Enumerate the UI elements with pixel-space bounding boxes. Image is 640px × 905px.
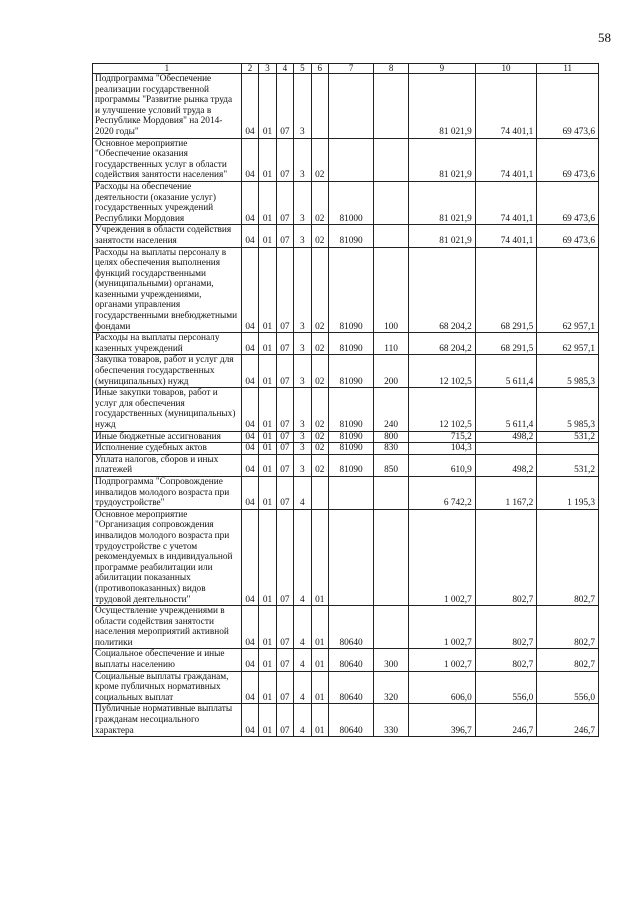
code-cell: 04 <box>241 431 258 443</box>
table-row <box>93 181 599 224</box>
code-cell: 01 <box>259 355 276 388</box>
code-cell: 3 <box>294 247 311 333</box>
code-cell: 04 <box>241 606 258 649</box>
code-cell: 04 <box>241 454 258 476</box>
code-cell: 02 <box>311 355 328 388</box>
code-cell: 110 <box>374 333 409 355</box>
amount-cell: 81 021,9 <box>409 225 476 247</box>
code-cell: 320 <box>374 671 409 704</box>
code-cell: 04 <box>241 333 258 355</box>
code-cell: 80640 <box>329 671 374 704</box>
code-cell: 02 <box>311 388 328 431</box>
code-cell: 04 <box>241 388 258 431</box>
amount-cell: 396,7 <box>409 704 476 737</box>
amount-cell: 68 291,5 <box>475 333 537 355</box>
code-cell: 07 <box>276 247 293 333</box>
code-cell: 3 <box>294 138 311 181</box>
code-cell: 200 <box>374 355 409 388</box>
amount-cell: 69 473,6 <box>537 138 599 181</box>
code-cell: 07 <box>276 333 293 355</box>
row-name-cell: Расходы на обеспечение деятельности (оказание услуг) государственных учреждений Республики Мордовия <box>93 181 242 224</box>
table-header <box>93 64 599 74</box>
row-name-cell: Основное мероприятие "Организация сопровождения инвалидов молодого возраста при трудоустройстве с учетом рекомендуемых в индивидуальной программе реабилитации или абилитации показанных (противопоказанных) видов трудовой деятельности" <box>93 509 242 605</box>
header-cell: 3 <box>259 64 276 74</box>
code-cell: 330 <box>374 704 409 737</box>
code-cell: 80640 <box>329 606 374 649</box>
code-cell: 01 <box>259 388 276 431</box>
amount-cell: 1 002,7 <box>409 606 476 649</box>
code-cell: 04 <box>241 443 258 455</box>
code-cell: 01 <box>259 454 276 476</box>
code-cell: 02 <box>311 138 328 181</box>
code-cell <box>329 476 374 509</box>
row-name-cell: Иные закупки товаров, работ и услуг для обеспечения государственных (муниципальных) нужд <box>93 388 242 431</box>
amount-cell: 715,2 <box>409 431 476 443</box>
amount-cell: 1 002,7 <box>409 649 476 671</box>
code-cell: 01 <box>311 606 328 649</box>
code-cell: 07 <box>276 181 293 224</box>
code-cell: 80640 <box>329 649 374 671</box>
amount-cell: 5 611,4 <box>475 355 537 388</box>
amount-cell: 74 401,1 <box>475 138 537 181</box>
code-cell: 01 <box>311 649 328 671</box>
code-cell: 04 <box>241 704 258 737</box>
table-row <box>93 388 599 431</box>
row-name-cell: Социальное обеспечение и иные выплаты населению <box>93 649 242 671</box>
code-cell: 07 <box>276 671 293 704</box>
code-cell: 850 <box>374 454 409 476</box>
code-cell <box>329 509 374 605</box>
code-cell: 01 <box>259 606 276 649</box>
amount-cell: 802,7 <box>475 649 537 671</box>
budget-table <box>92 63 599 737</box>
code-cell: 04 <box>241 74 258 139</box>
row-name-cell: Уплата налогов, сборов и иных платежей <box>93 454 242 476</box>
code-cell: 81090 <box>329 247 374 333</box>
row-name-cell: Социальные выплаты гражданам, кроме публичных нормативных социальных выплат <box>93 671 242 704</box>
code-cell: 01 <box>311 704 328 737</box>
header-cell: 11 <box>537 64 599 74</box>
code-cell: 01 <box>259 225 276 247</box>
code-cell: 81090 <box>329 225 374 247</box>
amount-cell: 74 401,1 <box>475 74 537 139</box>
amount-cell: 246,7 <box>475 704 537 737</box>
amount-cell: 69 473,6 <box>537 225 599 247</box>
code-cell <box>374 138 409 181</box>
code-cell: 07 <box>276 138 293 181</box>
table-row <box>93 247 599 333</box>
code-cell <box>374 225 409 247</box>
code-cell: 01 <box>259 704 276 737</box>
amount-cell: 246,7 <box>537 704 599 737</box>
code-cell: 3 <box>294 181 311 224</box>
code-cell: 07 <box>276 388 293 431</box>
table-row <box>93 138 599 181</box>
amount-cell: 802,7 <box>537 606 599 649</box>
code-cell: 02 <box>311 431 328 443</box>
code-cell: 02 <box>311 247 328 333</box>
code-cell: 4 <box>294 476 311 509</box>
code-cell <box>311 476 328 509</box>
code-cell: 4 <box>294 649 311 671</box>
code-cell <box>374 509 409 605</box>
amount-cell: 498,2 <box>475 454 537 476</box>
amount-cell: 81 021,9 <box>409 74 476 139</box>
code-cell: 01 <box>259 649 276 671</box>
code-cell: 3 <box>294 74 311 139</box>
row-name-cell: Основное мероприятие "Обеспечение оказания государственных услуг в области содействия занятости населения" <box>93 138 242 181</box>
code-cell: 07 <box>276 509 293 605</box>
code-cell: 100 <box>374 247 409 333</box>
table-row <box>93 443 599 455</box>
code-cell: 81090 <box>329 443 374 455</box>
table-row <box>93 355 599 388</box>
code-cell: 3 <box>294 443 311 455</box>
code-cell <box>374 181 409 224</box>
table-row <box>93 649 599 671</box>
code-cell <box>374 476 409 509</box>
code-cell: 01 <box>259 509 276 605</box>
table-body <box>93 74 599 737</box>
table-row <box>93 454 599 476</box>
code-cell: 3 <box>294 225 311 247</box>
page-number: 58 <box>598 30 611 45</box>
header-cell: 6 <box>311 64 328 74</box>
table-row <box>93 431 599 443</box>
code-cell: 80640 <box>329 704 374 737</box>
code-cell: 01 <box>259 181 276 224</box>
code-cell: 4 <box>294 671 311 704</box>
code-cell: 07 <box>276 606 293 649</box>
amount-cell: 802,7 <box>475 606 537 649</box>
code-cell: 3 <box>294 431 311 443</box>
amount-cell: 81 021,9 <box>409 138 476 181</box>
code-cell: 81090 <box>329 333 374 355</box>
code-cell: 02 <box>311 333 328 355</box>
code-cell: 04 <box>241 476 258 509</box>
code-cell: 04 <box>241 138 258 181</box>
table-row <box>93 606 599 649</box>
code-cell: 01 <box>311 671 328 704</box>
row-name-cell: Подпрограмма "Сопровождение инвалидов молодого возраста при трудоустройстве" <box>93 476 242 509</box>
code-cell <box>374 606 409 649</box>
code-cell: 07 <box>276 454 293 476</box>
table-row <box>93 671 599 704</box>
table-row <box>93 225 599 247</box>
row-name-cell: Иные бюджетные ассигнования <box>93 431 242 443</box>
code-cell: 07 <box>276 74 293 139</box>
header-cell: 1 <box>93 64 242 74</box>
code-cell: 3 <box>294 355 311 388</box>
amount-cell: 802,7 <box>475 509 537 605</box>
code-cell: 07 <box>276 649 293 671</box>
amount-cell: 6 742,2 <box>409 476 476 509</box>
code-cell: 01 <box>259 443 276 455</box>
amount-cell: 68 204,2 <box>409 333 476 355</box>
code-cell: 4 <box>294 606 311 649</box>
amount-cell: 531,2 <box>537 431 599 443</box>
code-cell: 07 <box>276 431 293 443</box>
code-cell: 01 <box>259 74 276 139</box>
code-cell: 3 <box>294 454 311 476</box>
amount-cell: 556,0 <box>537 671 599 704</box>
table-row <box>93 74 599 139</box>
code-cell: 81090 <box>329 454 374 476</box>
row-name-cell: Подпрограмма "Обеспечение реализации государственной программы "Развитие рынка труда и улучшение условий труда в Республике Мордовия" на 2014-2020 годы" <box>93 74 242 139</box>
row-name-cell: Учреждения в области содействия занятости населения <box>93 225 242 247</box>
amount-cell: 68 204,2 <box>409 247 476 333</box>
code-cell: 07 <box>276 443 293 455</box>
amount-cell: 5 611,4 <box>475 388 537 431</box>
code-cell: 02 <box>311 181 328 224</box>
code-cell: 04 <box>241 225 258 247</box>
amount-cell: 68 291,5 <box>475 247 537 333</box>
row-name-cell: Закупка товаров, работ и услуг для обеспечения государственных (муниципальных) нужд <box>93 355 242 388</box>
code-cell: 07 <box>276 476 293 509</box>
header-cell: 9 <box>409 64 476 74</box>
row-name-cell: Исполнение судебных актов <box>93 443 242 455</box>
amount-cell: 62 957,1 <box>537 247 599 333</box>
header-cell: 7 <box>329 64 374 74</box>
code-cell: 07 <box>276 225 293 247</box>
code-cell <box>329 138 374 181</box>
code-cell: 01 <box>259 333 276 355</box>
row-name-cell: Осуществление учреждениями в области содействия занятости населения мероприятий активной политики <box>93 606 242 649</box>
table-row <box>93 704 599 737</box>
code-cell: 02 <box>311 454 328 476</box>
table-row <box>93 476 599 509</box>
amount-cell: 1 002,7 <box>409 509 476 605</box>
header-cell: 2 <box>241 64 258 74</box>
amount-cell: 531,2 <box>537 454 599 476</box>
code-cell <box>329 74 374 139</box>
code-cell: 4 <box>294 704 311 737</box>
amount-cell: 74 401,1 <box>475 181 537 224</box>
amount-cell: 802,7 <box>537 649 599 671</box>
code-cell <box>374 74 409 139</box>
amount-cell: 69 473,6 <box>537 181 599 224</box>
code-cell: 4 <box>294 509 311 605</box>
header-cell: 10 <box>475 64 537 74</box>
amount-cell: 1 167,2 <box>475 476 537 509</box>
row-name-cell: Расходы на выплаты персоналу казенных учреждений <box>93 333 242 355</box>
code-cell: 3 <box>294 388 311 431</box>
code-cell: 02 <box>311 443 328 455</box>
amount-cell: 74 401,1 <box>475 225 537 247</box>
amount-cell: 802,7 <box>537 509 599 605</box>
code-cell: 04 <box>241 671 258 704</box>
amount-cell: 5 985,3 <box>537 355 599 388</box>
amount-cell: 81 021,9 <box>409 181 476 224</box>
amount-cell <box>475 443 537 455</box>
amount-cell: 1 195,3 <box>537 476 599 509</box>
code-cell: 01 <box>259 476 276 509</box>
code-cell: 300 <box>374 649 409 671</box>
header-cell: 4 <box>276 64 293 74</box>
amount-cell: 62 957,1 <box>537 333 599 355</box>
code-cell: 04 <box>241 509 258 605</box>
code-cell: 04 <box>241 181 258 224</box>
amount-cell: 610,9 <box>409 454 476 476</box>
amount-cell: 5 985,3 <box>537 388 599 431</box>
code-cell: 81090 <box>329 355 374 388</box>
table-row <box>93 333 599 355</box>
code-cell: 830 <box>374 443 409 455</box>
code-cell: 07 <box>276 704 293 737</box>
row-name-cell: Расходы на выплаты персоналу в целях обеспечения выполнения функций государственными (муниципальными) органами, казенными учреждениями, органами управления государственными внебюджетными фондами <box>93 247 242 333</box>
code-cell: 07 <box>276 355 293 388</box>
code-cell: 81090 <box>329 388 374 431</box>
code-cell: 3 <box>294 333 311 355</box>
header-cell: 5 <box>294 64 311 74</box>
code-cell: 04 <box>241 649 258 671</box>
code-cell: 01 <box>259 671 276 704</box>
code-cell: 800 <box>374 431 409 443</box>
amount-cell: 69 473,6 <box>537 74 599 139</box>
header-row <box>93 64 599 74</box>
amount-cell: 12 102,5 <box>409 355 476 388</box>
code-cell: 01 <box>259 247 276 333</box>
amount-cell: 556,0 <box>475 671 537 704</box>
amount-cell: 104,3 <box>409 443 476 455</box>
amount-cell: 12 102,5 <box>409 388 476 431</box>
code-cell: 04 <box>241 247 258 333</box>
header-cell: 8 <box>374 64 409 74</box>
code-cell: 04 <box>241 355 258 388</box>
code-cell: 01 <box>259 138 276 181</box>
amount-cell <box>537 443 599 455</box>
code-cell: 01 <box>259 431 276 443</box>
code-cell: 240 <box>374 388 409 431</box>
code-cell: 81090 <box>329 431 374 443</box>
table-row <box>93 509 599 605</box>
amount-cell: 498,2 <box>475 431 537 443</box>
code-cell: 81000 <box>329 181 374 224</box>
code-cell <box>311 74 328 139</box>
code-cell: 02 <box>311 225 328 247</box>
amount-cell: 606,0 <box>409 671 476 704</box>
code-cell: 01 <box>311 509 328 605</box>
row-name-cell: Публичные нормативные выплаты гражданам несоциального характера <box>93 704 242 737</box>
